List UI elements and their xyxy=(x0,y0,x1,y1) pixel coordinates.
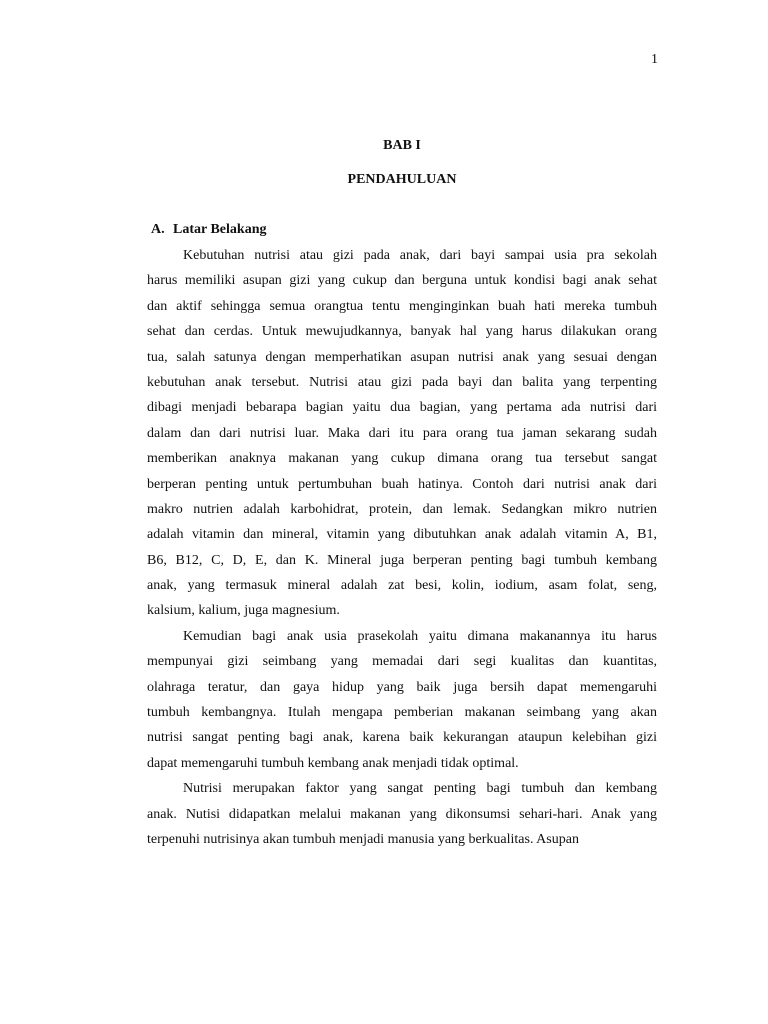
text-line: harus memiliki asupan gizi yang cukup dan berguna untuk kondisi bagi anak sehat xyxy=(147,273,657,289)
text-line: mempunyai gizi seimbang yang memadai dari segi kualitas dan kuantitas, xyxy=(147,654,657,670)
text-line: memberikan anaknya makanan yang cukup dimana orang tua tersebut sangat xyxy=(147,451,657,467)
section-title: Latar Belakang xyxy=(173,222,267,237)
page-number: 1 xyxy=(651,52,658,67)
text-line: kebutuhan anak tersebut. Nutrisi atau gizi pada bayi dan balita yang terpenting xyxy=(147,374,657,390)
section-heading xyxy=(151,222,266,238)
text-line: kalsium, kalium, juga magnesium. xyxy=(147,603,340,619)
text-line: olahraga teratur, dan gaya hidup yang baik juga bersih dapat memengaruhi xyxy=(147,679,657,695)
paragraph xyxy=(147,243,657,624)
text-line: dalam dan dari nutrisi luar. Maka dari itu para orang tua jaman sekarang sudah xyxy=(147,425,657,441)
text-line: berperan penting untuk pertumbuhan buah hatinya. Contoh dari nutrisi anak dari xyxy=(147,476,657,492)
text-line: Kemudian bagi anak usia prasekolah yaitu dimana makanannya itu harus xyxy=(183,628,657,644)
text-line: anak, yang termasuk mineral adalah zat besi, kolin, iodium, asam folat, seng, xyxy=(147,578,657,594)
paragraph xyxy=(147,624,657,776)
text-line: sehat dan cerdas. Untuk mewujudkannya, banyak hal yang harus dilakukan orang xyxy=(147,324,657,340)
text-line: makro nutrien adalah karbohidrat, protein, dan lemak. Sedangkan mikro nutrien xyxy=(147,501,657,517)
section-letter: A. xyxy=(151,222,165,237)
text-line: tumbuh kembangnya. Itulah mengapa pemberian makanan seimbang yang akan xyxy=(147,705,657,721)
body-text xyxy=(147,243,657,852)
chapter-title: PENDAHULUAN xyxy=(347,172,457,187)
chapter-number: BAB I xyxy=(383,138,421,153)
text-line: tua, salah satunya dengan memperhatikan asupan nutrisi anak yang sesuai dengan xyxy=(147,349,657,365)
text-line: nutrisi sangat penting bagi anak, karena baik kekurangan ataupun kelebihan gizi xyxy=(147,730,657,746)
text-line: Kebutuhan nutrisi atau gizi pada anak, dari bayi sampai usia pra sekolah xyxy=(183,248,657,263)
text-line: dan aktif sehingga semua orangtua tentu menginginkan buah hati mereka tumbuh xyxy=(147,298,657,314)
text-line: anak. Nutisi didapatkan melalui makanan yang dikonsumsi sehari-hari. Anak yang xyxy=(147,806,657,822)
text-line: adalah vitamin dan mineral, vitamin yang dibutuhkan anak adalah vitamin A, B1, xyxy=(147,527,657,543)
text-line: dibagi menjadi bebarapa bagian yaitu dua bagian, yang pertama ada nutrisi dari xyxy=(147,400,657,416)
text-line: B6, B12, C, D, E, dan K. Mineral juga berperan penting bagi tumbuh kembang xyxy=(147,552,657,568)
text-line: dapat memengaruhi tumbuh kembang anak menjadi tidak optimal. xyxy=(147,755,519,771)
text-line: terpenuhi nutrisinya akan tumbuh menjadi manusia yang berkualitas. Asupan xyxy=(147,831,579,847)
text-line: Nutrisi merupakan faktor yang sangat penting bagi tumbuh dan kembang xyxy=(183,781,657,797)
paragraph xyxy=(147,776,657,852)
